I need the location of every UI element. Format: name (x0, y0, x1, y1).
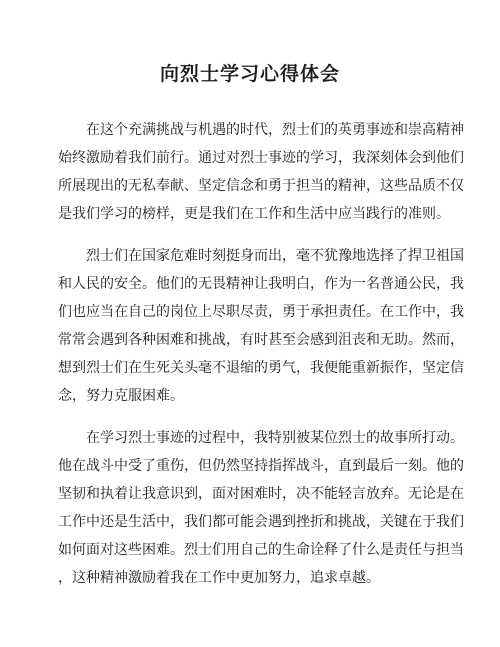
paragraph-line: 们也应当在自己的岗位上尽职尽责，勇于承担责任。在工作中，我 (58, 304, 464, 320)
paragraph-line: 他在战斗中受了重伤，但仍然坚持指挥战斗，直到最后一刻。他的 (58, 458, 464, 474)
paragraph-line: 在学习烈士事迹的过程中，我特别被某位烈士的故事所打动。 (86, 430, 464, 446)
paragraph-line: 常常会遇到各种困难和挑战，有时甚至会感到沮丧和无助。然而， (58, 332, 464, 348)
paragraph-line: 工作中还是生活中，我们都可能会遇到挫折和挑战，关键在于我们 (58, 514, 464, 530)
paragraph-line: 念，努力克服困难。 (58, 388, 184, 404)
paragraph-line: 始终激励着我们前行。通过对烈士事迹的学习，我深刻体会到他们 (58, 150, 464, 166)
paragraph-line: 烈士们在国家危难时刻挺身而出，毫不犹豫地选择了捍卫祖国 (86, 248, 464, 264)
paragraph-line: 坚韧和执着让我意识到，面对困难时，决不能轻言放弃。无论是在 (58, 486, 464, 502)
paragraph-line: ，这种精神激励着我在工作中更加努力，追求卓越。 (58, 570, 380, 586)
paragraph-2 (58, 242, 464, 410)
paragraph-line: 是我们学习的榜样，更是我们在工作和生活中应当践行的准则。 (58, 206, 450, 222)
paragraph-3 (58, 424, 464, 592)
paragraph-1 (58, 116, 464, 228)
paragraph-line: 和人民的安全。他们的无畏精神让我明白，作为一名普通公民，我 (58, 276, 464, 292)
paragraph-line: 想到烈士们在生死关头毫不退缩的勇气，我便能重新振作，坚定信 (58, 360, 464, 376)
paragraph-line: 如何面对这些困难。烈士们用自己的生命诠释了什么是责任与担当 (58, 542, 464, 558)
document-title: 向烈士学习心得体会 (159, 63, 340, 85)
paragraph-line: 在这个充满挑战与机遇的时代，烈士们的英勇事迹和崇高精神 (86, 122, 464, 138)
paragraph-line: 所展现出的无私奉献、坚定信念和勇于担当的精神，这些品质不仅 (58, 178, 464, 194)
